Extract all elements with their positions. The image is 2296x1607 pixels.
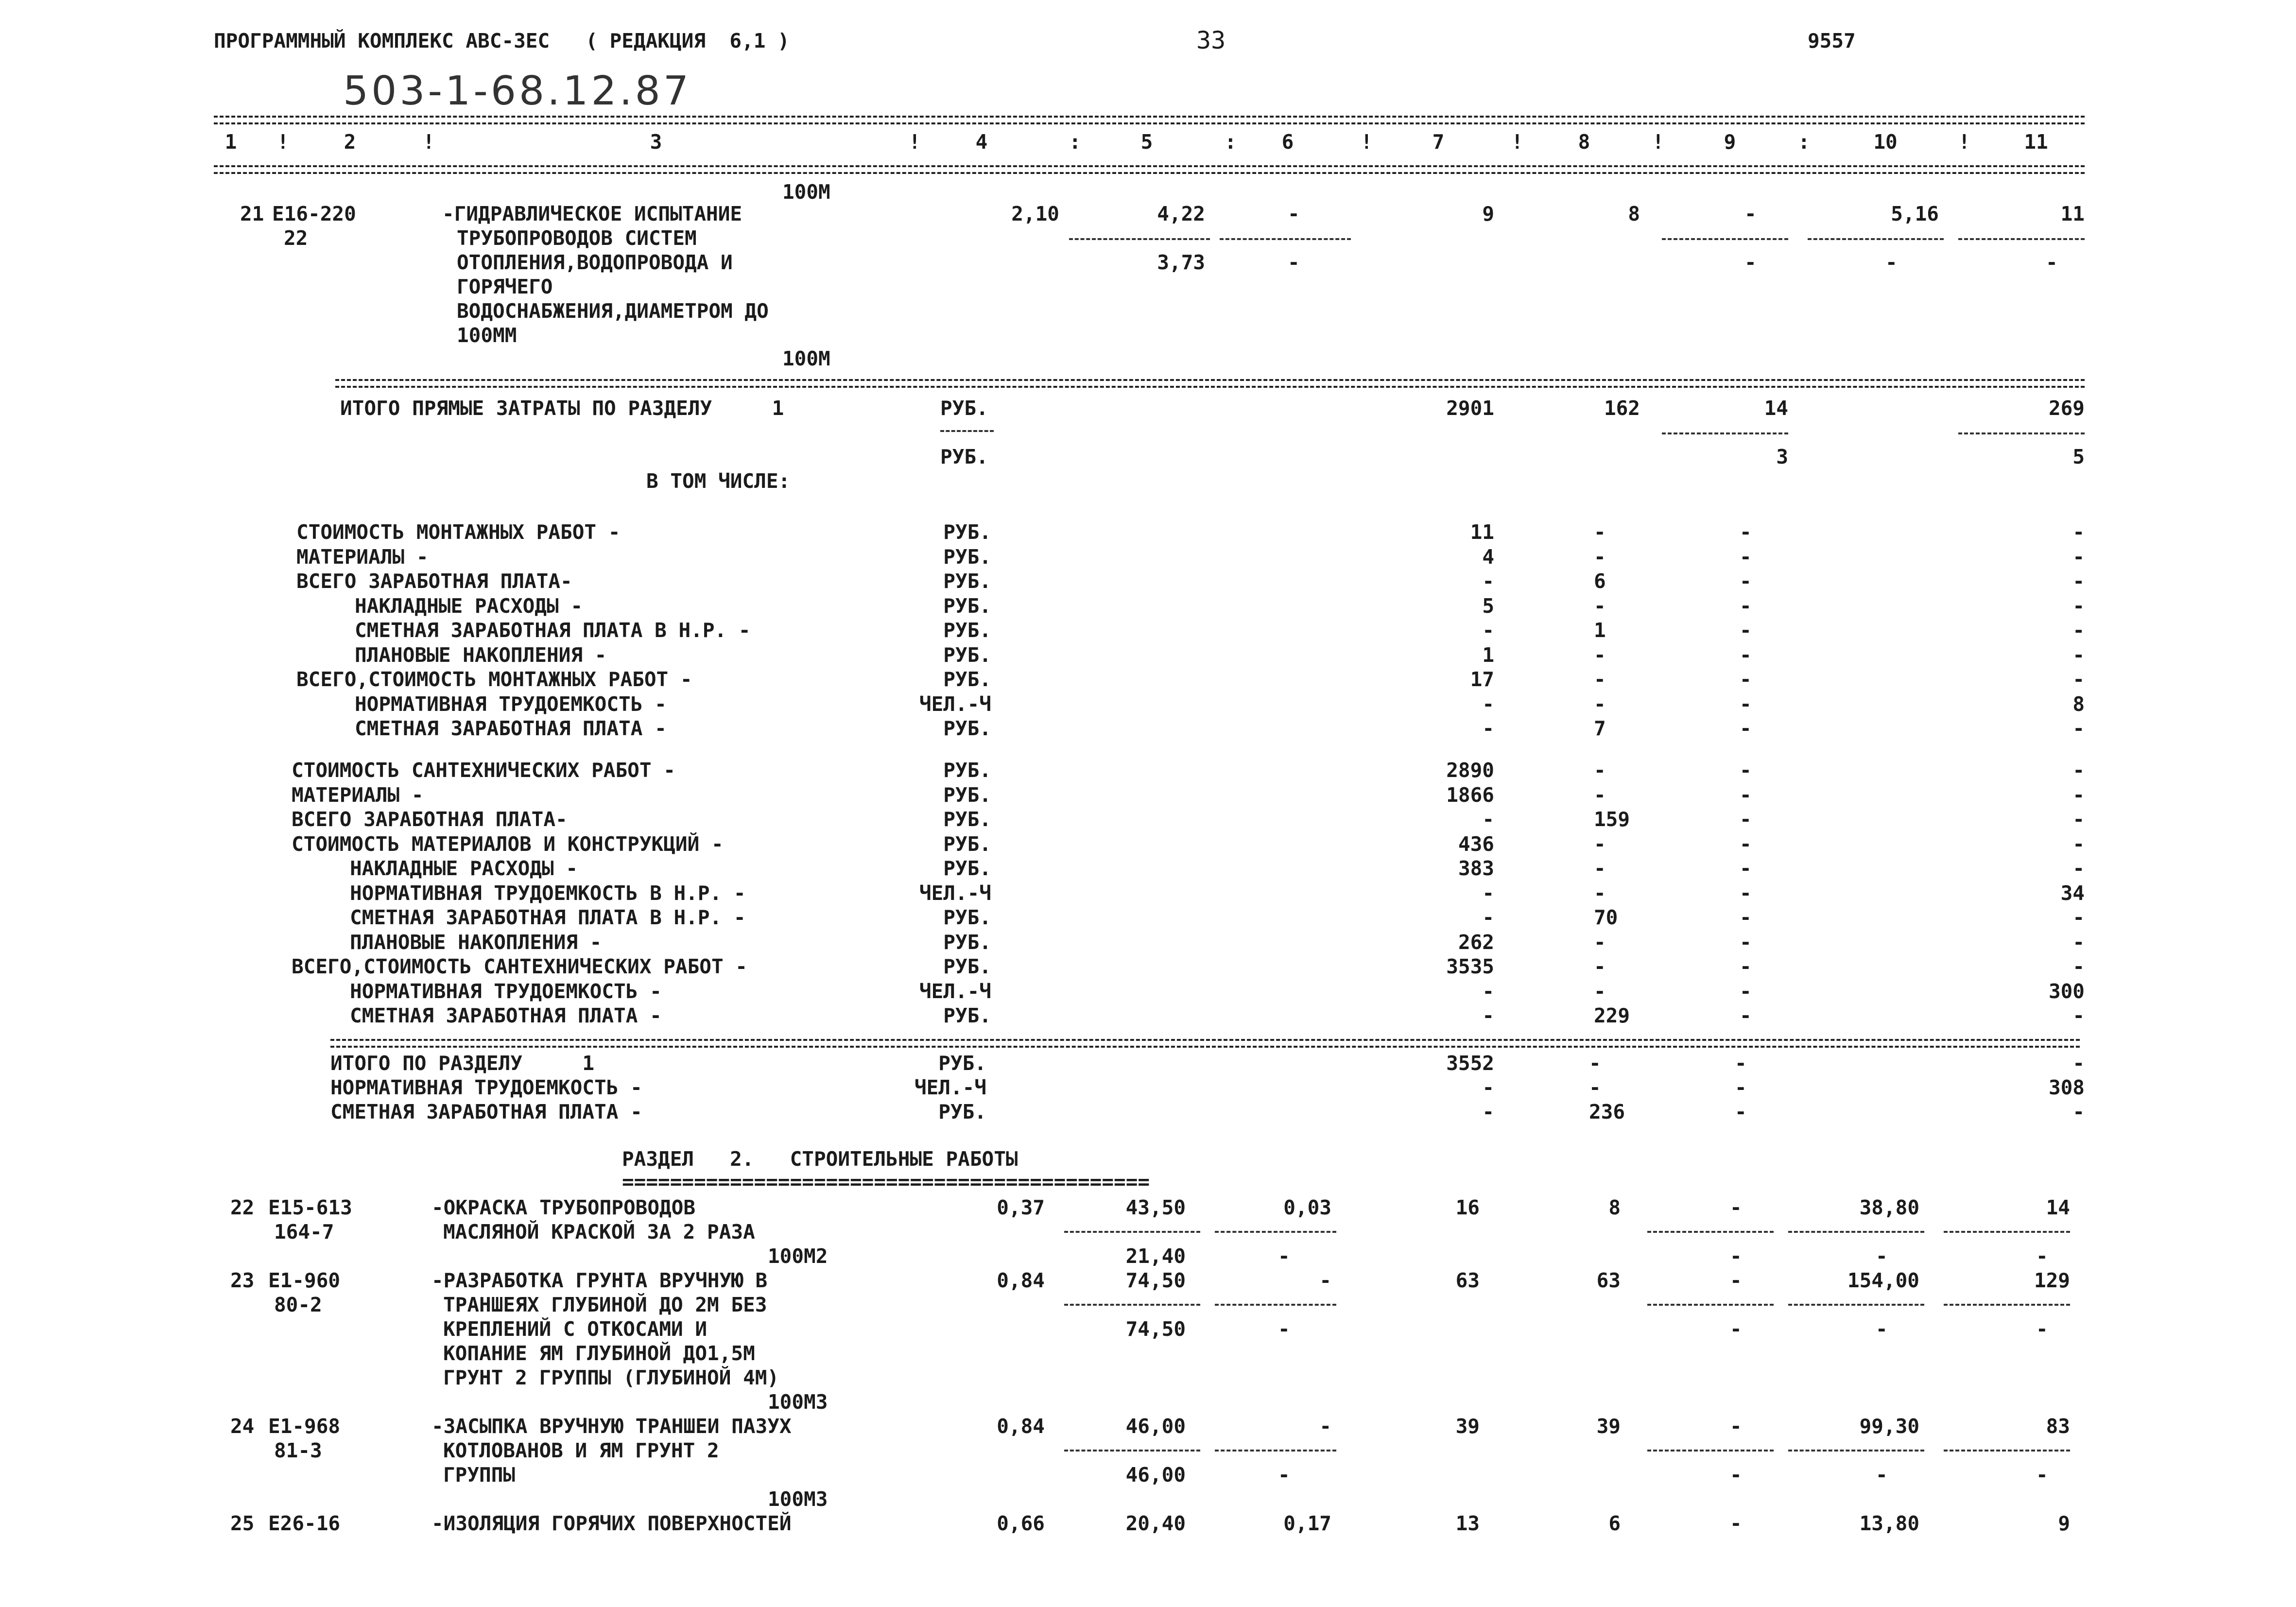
unit-label: РУБ. (943, 832, 991, 856)
unit-label: РУБ. (938, 1100, 986, 1123)
unit-label: РУБ. (943, 619, 991, 642)
cell-value: - (1594, 594, 1606, 618)
section-2-underline: ============================================ (622, 1170, 1150, 1193)
cell-dash: - (2036, 1463, 2048, 1486)
cell-value: 6 (1608, 1512, 1621, 1535)
unit-label: РУБ. (943, 668, 991, 691)
cell-value: 14 (1764, 397, 1788, 420)
cell-dash: - (1735, 1100, 1747, 1123)
detail-row-label: НАКЛАДНЫЕ РАСХОДЫ - (350, 857, 578, 880)
cell-value: - (1482, 1004, 1494, 1027)
cell-coefficient: 0,37 (997, 1196, 1045, 1219)
cell-value: - (1482, 979, 1494, 1003)
cell-value: 8 (1608, 1196, 1621, 1219)
page-number: 33 (1196, 26, 1226, 54)
cell-value: - (2072, 1100, 2085, 1123)
cell-divider (1064, 1304, 1200, 1306)
cell-dash: - (1740, 783, 1752, 807)
item-number: 24 (230, 1415, 255, 1438)
cell-value: 3 (1776, 445, 1788, 468)
cell-value: 159 (1594, 808, 1630, 831)
unit-label: РУБ. (943, 759, 991, 782)
cell-dash: - (1744, 202, 1757, 225)
column-header-3: 3 (650, 130, 662, 154)
unit-label: РУБ. (938, 1052, 986, 1075)
item-description-line: ГРУНТ 2 ГРУППЫ (ГЛУБИНОЙ 4М) (443, 1366, 779, 1389)
cell-dash: - (1740, 643, 1752, 667)
unit-label: 100М (782, 180, 830, 204)
cell-divider (1958, 432, 2085, 434)
cell-value: 7 (1594, 717, 1606, 740)
header-bottom-rule (214, 165, 2085, 174)
cell-value: - (2072, 520, 2085, 544)
cell-value: 5 (2072, 445, 2085, 468)
item-description-line: МАСЛЯНОЙ КРАСКОЙ ЗА 2 РАЗА (443, 1220, 755, 1244)
cell-dash: - (1740, 1004, 1752, 1027)
item-number: 25 (230, 1512, 255, 1535)
cell-dash: - (1730, 1317, 1742, 1341)
cell-value: - (1589, 1076, 1601, 1099)
cell-value: 154,00 (1847, 1269, 1919, 1292)
item-code-secondary: 164-7 (274, 1220, 334, 1244)
cell-dash: - (1740, 692, 1752, 716)
section-total-label: ИТОГО ПО РАЗДЕЛУ 1 (330, 1052, 595, 1075)
item-code: Е16-220 (272, 202, 356, 225)
cell-value: 2901 (1446, 397, 1494, 420)
cell-value: 4 (1482, 545, 1494, 569)
cell-divider (940, 430, 994, 432)
cell-price-wage: 21,40 (1125, 1244, 1186, 1268)
cell-value: - (1594, 545, 1606, 569)
cell-price-wage: 74,50 (1125, 1317, 1186, 1341)
section-total-label: СМЕТНАЯ ЗАРАБОТНАЯ ПЛАТА - (330, 1100, 642, 1123)
cell-value: - (1594, 668, 1606, 691)
cell-dash: - (1730, 1269, 1742, 1292)
cell-divider (1788, 1304, 1924, 1306)
including-label: В ТОМ ЧИСЛЕ: (646, 469, 791, 493)
cell-value: 0,03 (1283, 1196, 1331, 1219)
cell-value: - (1594, 643, 1606, 667)
unit-label: РУБ. (943, 545, 991, 569)
cell-dash: - (1740, 594, 1752, 618)
cell-value: 13,80 (1859, 1512, 1919, 1535)
cell-dash: - (1730, 1244, 1742, 1268)
cell-divider (1647, 1304, 1774, 1306)
cell-value: - (2072, 955, 2085, 978)
cell-value: 262 (1458, 930, 1494, 954)
cell-price-total: 46,00 (1125, 1415, 1186, 1438)
cell-value: 11 (2060, 202, 2085, 225)
cell-dash: - (1740, 759, 1752, 782)
item-description-line: ГРУППЫ (443, 1463, 516, 1486)
unit-label: 100М2 (768, 1244, 828, 1268)
unit-label: ЧЕЛ.-Ч (919, 881, 991, 905)
column-header-9: 9 (1724, 130, 1736, 154)
cell-value: - (1594, 979, 1606, 1003)
cell-price-total: 20,40 (1125, 1512, 1186, 1535)
cell-value: - (2072, 930, 2085, 954)
cell-divider (1647, 1450, 1774, 1451)
cell-dash: - (1876, 1317, 1888, 1341)
cell-value: 13 (1455, 1512, 1480, 1535)
item-description-line: -ОКРАСКА ТРУБОПРОВОДОВ (432, 1196, 696, 1219)
item-description-line: КРЕПЛЕНИЙ С ОТКОСАМИ И (443, 1317, 708, 1341)
item-description-line: ВОДОСНАБЖЕНИЯ,ДИАМЕТРОМ ДО (457, 299, 769, 323)
cell-divider (1788, 1450, 1924, 1451)
header-top-rule (214, 116, 2085, 124)
item-description-line: -ГИДРАВЛИЧЕСКОЕ ИСПЫТАНИЕ (442, 202, 742, 225)
unit-label: РУБ. (943, 857, 991, 880)
item-description-line: ОТОПЛЕНИЯ,ВОДОПРОВОДА И (457, 251, 733, 274)
column-header-8: 8 (1578, 130, 1590, 154)
cell-value: - (2072, 857, 2085, 880)
detail-row-label: СМЕТНАЯ ЗАРАБОТНАЯ ПЛАТА - (350, 1004, 662, 1027)
cell-value: 38,80 (1859, 1196, 1919, 1219)
detail-row-label: СМЕТНАЯ ЗАРАБОТНАЯ ПЛАТА В Н.Р. - (350, 906, 746, 929)
cell-coefficient: 0,84 (997, 1269, 1045, 1292)
unit-label: РУБ. (940, 445, 988, 468)
cell-value: - (1594, 930, 1606, 954)
unit-label: РУБ. (943, 520, 991, 544)
cell-dash: - (1885, 251, 1898, 274)
item-description-line: КОТЛОВАНОВ И ЯМ ГРУНТ 2 (443, 1439, 719, 1462)
cell-value: - (1482, 881, 1494, 905)
cell-value: 16 (1455, 1196, 1480, 1219)
cell-divider (1662, 432, 1788, 434)
detail-row-label: НОРМАТИВНАЯ ТРУДОЕМКОСТЬ В Н.Р. - (350, 881, 746, 905)
unit-label: 100М3 (768, 1487, 828, 1511)
cell-value: - (2072, 643, 2085, 667)
cell-dash: - (1730, 1463, 1742, 1486)
cell-dash: - (1730, 1196, 1742, 1219)
cell-value: 1 (1594, 619, 1606, 642)
cell-dash: - (1735, 1076, 1747, 1099)
unit-label: ЧЕЛ.-Ч (919, 979, 991, 1003)
column-header-5: 5 (1140, 130, 1153, 154)
item-code: Е15-613 (268, 1196, 352, 1219)
document-code: 9557 (1808, 29, 1856, 52)
cell-value: - (1594, 759, 1606, 782)
cell-dash: - (1876, 1463, 1888, 1486)
cell-value: 269 (2048, 397, 2085, 420)
unit-label: 100М3 (768, 1390, 828, 1414)
column-separator: ! (277, 130, 289, 154)
cell-value: - (1594, 783, 1606, 807)
column-header-2: 2 (344, 130, 356, 154)
section-total-rule (330, 1039, 2080, 1048)
total-direct-costs-label: ИТОГО ПРЯМЫЕ ЗАТРАТЫ ПО РАЗДЕЛУ 1 (340, 397, 784, 420)
cell-dash: - (1278, 1317, 1290, 1341)
handwritten-reference: 503-1-68.12.87 (343, 68, 692, 114)
cell-price-total: 4,22 (1157, 202, 1205, 225)
cell-value: 9 (2058, 1512, 2070, 1535)
cell-value: 5,16 (1891, 202, 1939, 225)
section-total-rule (335, 379, 2085, 388)
cell-value: 129 (2034, 1269, 2070, 1292)
cell-dash: - (1288, 251, 1300, 274)
cell-value: 70 (1594, 906, 1618, 929)
cell-value: 308 (2048, 1076, 2085, 1099)
cell-dash: - (1740, 832, 1752, 856)
cell-value: - (1482, 906, 1494, 929)
cell-dash: - (2046, 251, 2058, 274)
cell-dash: - (1278, 1244, 1290, 1268)
item-code-secondary: 22 (284, 226, 308, 250)
detail-row-label: МАТЕРИАЛЫ - (292, 783, 424, 807)
cell-value: - (1482, 717, 1494, 740)
cell-divider (1069, 238, 1210, 240)
detail-row-label: СМЕТНАЯ ЗАРАБОТНАЯ ПЛАТА В Н.Р. - (355, 619, 751, 642)
column-separator: ! (909, 130, 921, 154)
cell-divider (1944, 1231, 2070, 1233)
detail-row-label: СМЕТНАЯ ЗАРАБОТНАЯ ПЛАТА - (355, 717, 667, 740)
cell-value: 9 (1482, 202, 1494, 225)
cell-dash: - (1740, 545, 1752, 569)
item-description-line: КОПАНИЕ ЯМ ГЛУБИНОЙ ДО1,5М (443, 1342, 755, 1365)
unit-label: РУБ. (943, 643, 991, 667)
cell-coefficient: 2,10 (1011, 202, 1059, 225)
cell-divider (1662, 238, 1788, 240)
cell-dash: - (1740, 808, 1752, 831)
column-separator: ! (1361, 130, 1373, 154)
cell-dash: - (1730, 1512, 1742, 1535)
cell-value: 300 (2048, 979, 2085, 1003)
cell-dash: - (2036, 1244, 2048, 1268)
cell-value: 236 (1589, 1100, 1625, 1123)
unit-label: РУБ. (943, 930, 991, 954)
cell-value: - (1482, 1076, 1494, 1099)
detail-row-label: НОРМАТИВНАЯ ТРУДОЕМКОСТЬ - (350, 979, 662, 1003)
cell-value: - (1594, 520, 1606, 544)
section-total-label: НОРМАТИВНАЯ ТРУДОЕМКОСТЬ - (330, 1076, 642, 1099)
column-header-4: 4 (975, 130, 988, 154)
cell-divider (1788, 1231, 1924, 1233)
cell-divider (1808, 238, 1944, 240)
cell-value: 39 (1596, 1415, 1621, 1438)
cell-value: - (1319, 1269, 1331, 1292)
cell-value: 229 (1594, 1004, 1630, 1027)
program-title: ПРОГРАММНЫЙ КОМПЛЕКС АВС-ЗЕС ( РЕДАКЦИЯ 6,1 ) (214, 29, 790, 52)
cell-value: - (1594, 955, 1606, 978)
detail-row-label: ПЛАНОВЫЕ НАКОПЛЕНИЯ - (355, 643, 607, 667)
cell-value: 0,17 (1283, 1512, 1331, 1535)
cell-dash: - (1740, 857, 1752, 880)
cell-value: - (1482, 619, 1494, 642)
cell-dash: - (2036, 1317, 2048, 1341)
cell-value: 2890 (1446, 759, 1494, 782)
cell-dash: - (1288, 202, 1300, 225)
cell-value: 3535 (1446, 955, 1494, 978)
cell-value: 1 (1482, 643, 1494, 667)
cell-value: - (2072, 808, 2085, 831)
cell-value: 17 (1470, 668, 1494, 691)
cell-dash: - (1730, 1415, 1742, 1438)
cell-value: 383 (1458, 857, 1494, 880)
unit-label: РУБ. (943, 906, 991, 929)
column-header-6: 6 (1281, 130, 1294, 154)
cell-value: - (2072, 545, 2085, 569)
unit-label: РУБ. (943, 570, 991, 593)
item-description-line: -ЗАСЫПКА ВРУЧНУЮ ТРАНШЕИ ПАЗУХ (432, 1415, 792, 1438)
cell-value: 436 (1458, 832, 1494, 856)
cell-value: 5 (1482, 594, 1494, 618)
unit-label: РУБ. (943, 1004, 991, 1027)
cell-value: 63 (1596, 1269, 1621, 1292)
item-description-line: ТРАНШЕЯХ ГЛУБИНОЙ ДО 2М БЕЗ (443, 1293, 767, 1316)
section-2-title: РАЗДЕЛ 2. СТРОИТЕЛЬНЫЕ РАБОТЫ (622, 1147, 1018, 1171)
cell-dash: - (1740, 955, 1752, 978)
item-code: Е1-968 (268, 1415, 341, 1438)
column-separator: : (1069, 130, 1081, 154)
cell-price-wage: 46,00 (1125, 1463, 1186, 1486)
detail-row-label: ПЛАНОВЫЕ НАКОПЛЕНИЯ - (350, 930, 602, 954)
item-description-line: ГОРЯЧЕГО (457, 275, 553, 298)
item-code: Е26-16 (268, 1512, 341, 1535)
unit-label: РУБ. (943, 808, 991, 831)
cell-value: - (1482, 1100, 1494, 1123)
cell-divider (1958, 238, 2085, 240)
cell-value: - (1594, 832, 1606, 856)
cell-dash: - (1740, 717, 1752, 740)
cell-price-total: 74,50 (1125, 1269, 1186, 1292)
cell-divider (1064, 1450, 1200, 1451)
cell-divider (1944, 1450, 2070, 1451)
cell-value: 99,30 (1859, 1415, 1919, 1438)
cell-divider (1215, 1231, 1336, 1233)
cell-dash: - (1740, 881, 1752, 905)
cell-dash: - (1278, 1463, 1290, 1486)
column-separator: : (1798, 130, 1810, 154)
cell-value: - (2072, 570, 2085, 593)
item-description-line: -ИЗОЛЯЦИЯ ГОРЯЧИХ ПОВЕРХНОСТЕЙ (432, 1512, 792, 1535)
detail-row-label: СТОИМОСТЬ МОНТАЖНЫХ РАБОТ - (296, 520, 621, 544)
unit-label: РУБ. (943, 717, 991, 740)
cell-dash: - (1744, 251, 1757, 274)
detail-row-label: МАТЕРИАЛЫ - (296, 545, 429, 569)
cell-dash: - (1740, 520, 1752, 544)
item-number: 22 (230, 1196, 255, 1219)
cell-value: 8 (2072, 692, 2085, 716)
unit-label: ЧЕЛ.-Ч (914, 1076, 986, 1099)
cell-value: - (1482, 808, 1494, 831)
cell-value: 63 (1455, 1269, 1480, 1292)
detail-row-label: ВСЕГО,СТОИМОСТЬ САНТЕХНИЧЕСКИХ РАБОТ - (292, 955, 747, 978)
cell-value: - (1594, 881, 1606, 905)
item-code: Е1-960 (268, 1269, 341, 1292)
detail-row-label: ВСЕГО ЗАРАБОТНАЯ ПЛАТА- (296, 570, 572, 593)
cell-coefficient: 0,84 (997, 1415, 1045, 1438)
column-header-10: 10 (1873, 130, 1898, 154)
cell-dash: - (1740, 570, 1752, 593)
cell-value: - (1482, 570, 1494, 593)
cell-value: - (2072, 759, 2085, 782)
item-description-line: -РАЗРАБОТКА ГРУНТА ВРУЧНУЮ В (432, 1269, 768, 1292)
cell-value: - (2072, 1004, 2085, 1027)
cell-dash: - (1740, 930, 1752, 954)
cell-dash: - (1740, 979, 1752, 1003)
column-header-11: 11 (2024, 130, 2048, 154)
column-header-7: 7 (1432, 130, 1445, 154)
cell-value: - (1589, 1052, 1601, 1075)
cell-dash: - (1876, 1244, 1888, 1268)
item-code-secondary: 81-3 (274, 1439, 322, 1462)
cell-value: - (2072, 594, 2085, 618)
column-separator: ! (1511, 130, 1523, 154)
detail-row-label: СТОИМОСТЬ САНТЕХНИЧЕСКИХ РАБОТ - (292, 759, 675, 782)
cell-value: - (2072, 906, 2085, 929)
detail-row-label: НАКЛАДНЫЕ РАСХОДЫ - (355, 594, 583, 618)
detail-row-label: НОРМАТИВНАЯ ТРУДОЕМКОСТЬ - (355, 692, 667, 716)
cell-value: - (2072, 619, 2085, 642)
unit-label: РУБ. (943, 783, 991, 807)
unit-label: 100М (782, 347, 830, 370)
cell-divider (1215, 1450, 1336, 1451)
column-separator: ! (1958, 130, 1970, 154)
cell-value: 1866 (1446, 783, 1494, 807)
cell-divider (1647, 1231, 1774, 1233)
cell-price-total: 43,50 (1125, 1196, 1186, 1219)
cell-value: - (2072, 832, 2085, 856)
cell-value: 8 (1628, 202, 1640, 225)
cell-value: - (1319, 1415, 1331, 1438)
unit-label: РУБ. (940, 397, 988, 420)
cell-divider (1220, 238, 1351, 240)
cell-value: - (1594, 692, 1606, 716)
detail-row-label: ВСЕГО ЗАРАБОТНАЯ ПЛАТА- (292, 808, 568, 831)
detail-row-label: СТОИМОСТЬ МАТЕРИАЛОВ И КОНСТРУКЦИЙ - (292, 832, 724, 856)
cell-divider (1064, 1231, 1200, 1233)
unit-label: ЧЕЛ.-Ч (919, 692, 991, 716)
cell-value: 14 (2046, 1196, 2070, 1219)
cell-dash: - (1735, 1052, 1747, 1075)
cell-value: 83 (2046, 1415, 2070, 1438)
cell-dash: - (1740, 668, 1752, 691)
item-description-line: ТРУБОПРОВОДОВ СИСТЕМ (457, 226, 697, 250)
cell-price-wage: 3,73 (1157, 251, 1205, 274)
item-number: 23 (230, 1269, 255, 1292)
item-code-secondary: 80-2 (274, 1293, 322, 1316)
cell-value: - (1594, 857, 1606, 880)
column-header-1: 1 (224, 130, 237, 154)
cell-coefficient: 0,66 (997, 1512, 1045, 1535)
cell-value: 3552 (1446, 1052, 1494, 1075)
item-number: 21 (240, 202, 264, 225)
column-separator: ! (1652, 130, 1664, 154)
cell-value: - (2072, 783, 2085, 807)
column-separator: : (1225, 130, 1237, 154)
cell-divider (1215, 1304, 1336, 1306)
cell-value: 162 (1604, 397, 1640, 420)
cell-value: 6 (1594, 570, 1606, 593)
detail-row-label: ВСЕГО,СТОИМОСТЬ МОНТАЖНЫХ РАБОТ - (296, 668, 692, 691)
cell-value: 11 (1470, 520, 1494, 544)
cell-dash: - (1740, 619, 1752, 642)
cell-dash: - (1740, 906, 1752, 929)
cell-value: - (1482, 692, 1494, 716)
unit-label: РУБ. (943, 955, 991, 978)
cell-value: - (2072, 668, 2085, 691)
cell-value: 34 (2060, 881, 2085, 905)
item-description-line: 100ММ (457, 324, 517, 347)
column-separator: ! (423, 130, 435, 154)
cell-value: - (2072, 1052, 2085, 1075)
unit-label: РУБ. (943, 594, 991, 618)
cell-value: - (2072, 717, 2085, 740)
cell-value: 39 (1455, 1415, 1480, 1438)
cell-divider (1944, 1304, 2070, 1306)
